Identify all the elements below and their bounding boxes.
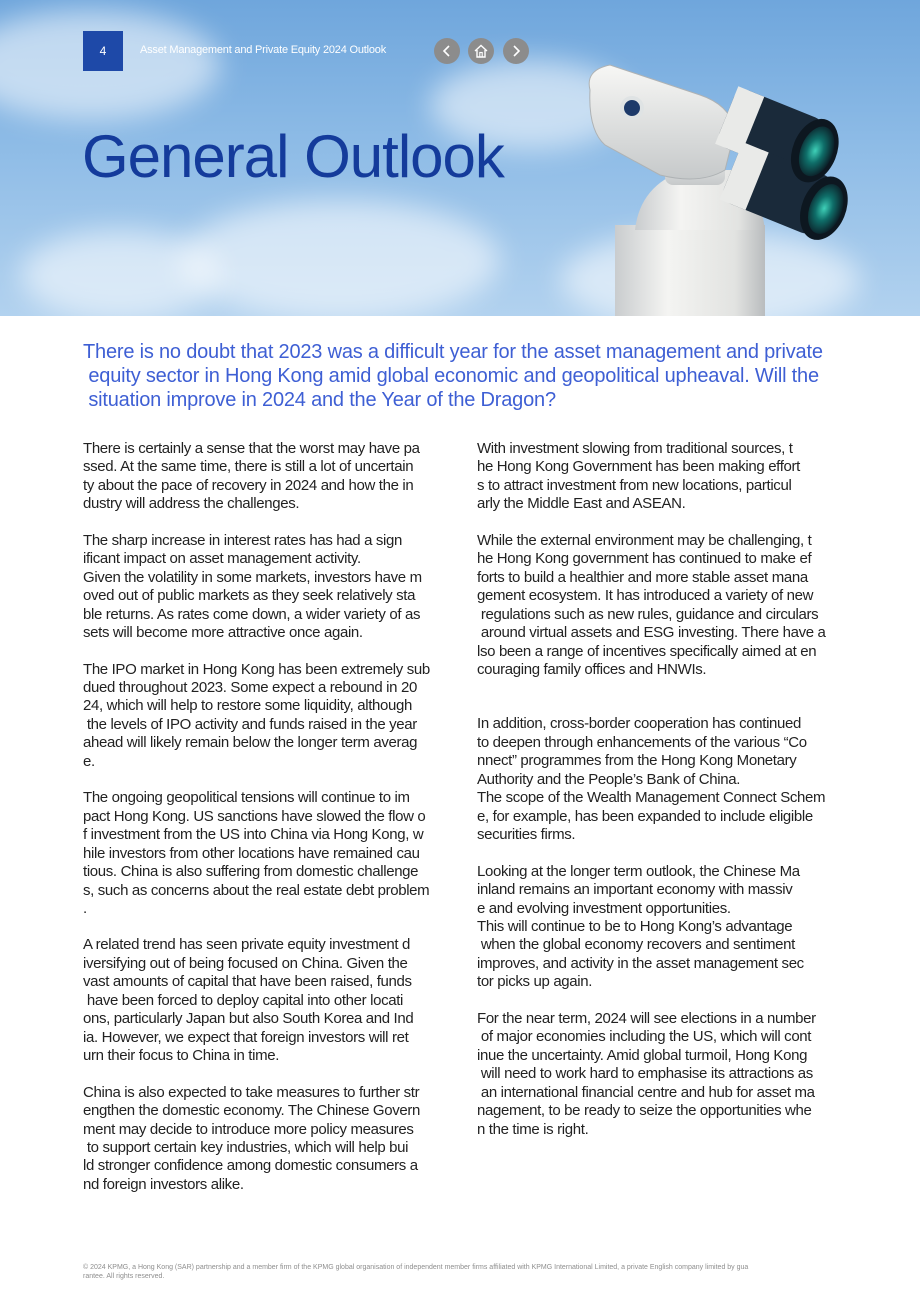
intro-paragraph: There is no doubt that 2023 was a difficult year for the asset management and private equity sector in Hong Kong amid global economic and geopolitical upheaval. Will the situation improve in 2024 and the Year of the Dragon? (83, 341, 823, 411)
page-number: 4 (99, 44, 107, 58)
body-paragraph: With investment slowing from traditional sources, t he Hong Kong Government has been making effort s to attract investment from new locations, particul arly the Middle East and ASEAN. (477, 440, 801, 513)
previous-page-button[interactable] (434, 38, 460, 64)
body-paragraph: For the near term, 2024 will see elections in a number of major economies including the US, which will cont inue the uncertainty. Amid global turmoil, Hong Kong will need to work hard to emphasise its attractions as an international financial centre and hub for asset ma nagement, to be ready to seize the opportunities whe n the time is right. (477, 1009, 816, 1138)
body-paragraph: A related trend has seen private equity investment d iversifying out of being focused on China. Given the vast amounts of capital that have been raised, funds have been forced to deploy capital into other locati ons, particularly Japan but also South Korea and Ind ia. However, we expect that foreign investors will ret urn their focus to China in time. (83, 936, 414, 1065)
chevron-left-icon (441, 44, 453, 58)
running-title: Asset Management and Private Equity 2024 Outlook (140, 44, 386, 56)
home-icon (473, 43, 489, 59)
body-paragraph: The IPO market in Hong Kong has been extremely sub dued throughout 2023. Some expect a rebound in 20 24, which will help to restore some liquidity, although the levels of IPO activity and funds raised in the year ahead will likely remain below the longer term averag e. (83, 660, 430, 770)
body-paragraph: The ongoing geopolitical tensions will continue to im pact Hong Kong. US sanctions have slowed the flow o f investment from the US into China via Hong Kong, w hile investors from other locations have remained cau tious. China is also suffering from domestic challenge s, such as concerns about the real estate debt problem . (83, 789, 430, 917)
body-paragraph: While the external environment may be challenging, t he Hong Kong government has continued to make ef forts to build a healthier and more stable asset mana gement ecosystem. It has introduced a variety of new regulations such as new rules, guidance and circulars around virtual assets and ESG investing. There have a lso been a range of incentives specifically aimed at en couraging family offices and HNWIs. (477, 531, 826, 678)
body-paragraph: The sharp increase in interest rates has had a sign ificant impact on asset management activity. Given the volatility in some markets, investors have m oved out of public markets as they seek relatively sta ble returns. As rates come down, a wider variety of as sets will become more attractive once again. (83, 531, 422, 642)
binoculars-image (560, 50, 890, 316)
chevron-right-icon (510, 44, 522, 58)
copyright-footer: © 2024 KPMG, a Hong Kong (SAR) partnership and a member firm of the KPMG global organisation of independent member firms affiliated with KPMG International Limited, a private English company limited by gua rantee. All rights reserved. (83, 1264, 749, 1280)
body-paragraph: In addition, cross-border cooperation has continued to deepen through enhancements of the various “Co nnect” programmes from the Hong Kong Monetary Authority and the People’s Bank of China. The scope of the Wealth Management Connect Schem e, for example, has been expanded to include eligible securities firms. (477, 715, 826, 844)
body-paragraph: China is also expected to take measures to further str engthen the domestic economy. The Chinese Govern ment may decide to introduce more policy measures to support certain key industries, which will help bui ld stronger confidence among domestic consumers a nd foreign investors alike. (83, 1083, 421, 1193)
home-button[interactable] (468, 38, 494, 64)
right-column (477, 440, 849, 1139)
page-title: General Outlook (82, 123, 504, 190)
left-column (83, 440, 457, 1194)
body-paragraph: Looking at the longer term outlook, the Chinese Ma inland remains an important economy with massiv e and evolving investment opportunities. This will continue to be to Hong Kong’s advantage when the global economy recovers and sentiment improves, and activity in the asset management sec tor picks up again. (477, 862, 804, 991)
next-page-button[interactable] (503, 38, 529, 64)
hero-banner (0, 0, 920, 316)
page-number-badge (83, 31, 123, 71)
body-paragraph: There is certainly a sense that the worst may have pa ssed. At the same time, there is still a lot of uncertain ty about the pace of recovery in 2024 and how the in dustry will address the challenges. (83, 440, 420, 513)
